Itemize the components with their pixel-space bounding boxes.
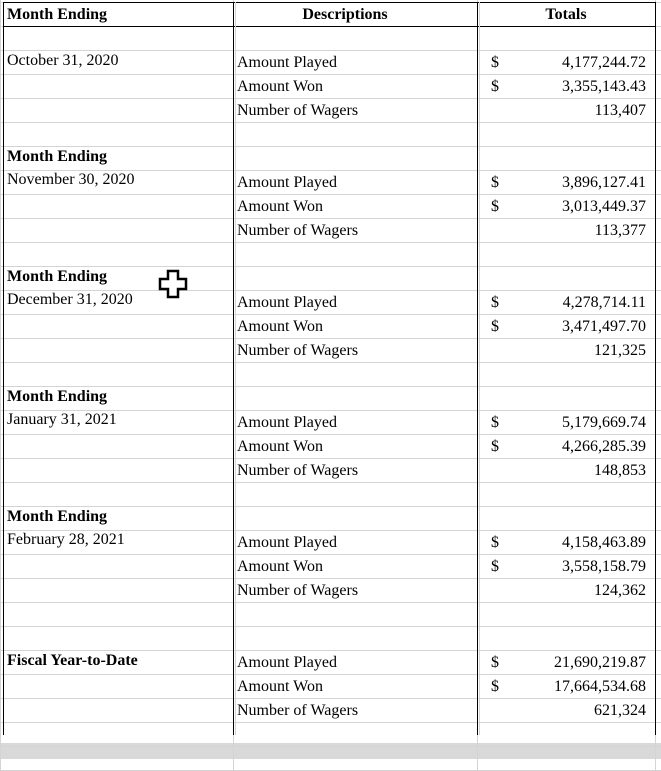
row-description: Number of Wagers (237, 702, 359, 719)
row-description: Amount Played (237, 654, 337, 671)
row-currency-symbol: $ (491, 54, 499, 71)
row-description: Amount Played (237, 174, 337, 191)
row-description: Amount Won (237, 198, 323, 215)
row-currency-symbol: $ (491, 654, 499, 671)
header-totals: Totals (545, 6, 587, 23)
row-total-value: 3,355,143.43 (562, 78, 646, 95)
row-total-value: 5,179,669.74 (562, 414, 646, 431)
row-description: Amount Won (237, 318, 323, 335)
section-date: February 28, 2021 (7, 531, 125, 548)
gridline-v (233, 2, 234, 735)
row-description: Amount Played (237, 534, 337, 551)
row-total-value: 17,664,534.68 (554, 678, 646, 695)
section-label: Fiscal Year-to-Date (7, 652, 138, 669)
section-label: Month Ending (7, 388, 108, 405)
row-total-value: 113,377 (594, 222, 646, 239)
row-currency-symbol: $ (491, 198, 499, 215)
section-date: November 30, 2020 (7, 171, 135, 188)
row-currency-symbol: $ (491, 558, 499, 575)
row-description: Amount Won (237, 438, 323, 455)
row-currency-symbol: $ (491, 414, 499, 431)
row-total-value: 3,471,497.70 (562, 318, 646, 335)
row-currency-symbol: $ (491, 318, 499, 335)
row-currency-symbol: $ (491, 78, 499, 95)
row-description: Amount Played (237, 54, 337, 71)
gridline-v (0, 0, 1, 771)
row-description: Amount Won (237, 558, 323, 575)
row-description: Amount Won (237, 78, 323, 95)
gridline-h (0, 746, 661, 747)
row-description: Number of Wagers (237, 342, 359, 359)
gridline-v (235, 2, 236, 735)
row-total-value: 21,690,219.87 (554, 654, 646, 671)
row-currency-symbol: $ (491, 294, 499, 311)
row-total-value: 4,158,463.89 (562, 534, 646, 551)
gridline-v (477, 2, 478, 735)
row-description: Amount Played (237, 294, 337, 311)
row-description: Number of Wagers (237, 222, 359, 239)
row-total-value: 3,013,449.37 (562, 198, 646, 215)
row-total-value: 3,558,158.79 (562, 558, 646, 575)
row-currency-symbol: $ (491, 678, 499, 695)
section-date: December 31, 2020 (7, 291, 133, 308)
gridline-v (479, 2, 480, 735)
gridline-v (655, 2, 656, 735)
row-total-value: 4,177,244.72 (562, 54, 646, 71)
gridline-h (0, 626, 661, 627)
section-label: Month Ending (7, 148, 108, 165)
row-currency-symbol: $ (491, 174, 499, 191)
row-total-value: 124,362 (594, 582, 646, 599)
section-label: Month Ending (7, 508, 108, 525)
header-descriptions: Descriptions (302, 6, 388, 23)
row-total-value: 148,853 (594, 462, 646, 479)
row-currency-symbol: $ (491, 438, 499, 455)
row-description: Number of Wagers (237, 582, 359, 599)
row-total-value: 4,278,714.11 (562, 294, 646, 311)
section-date: January 31, 2021 (7, 411, 117, 428)
row-total-value: 113,407 (594, 102, 646, 119)
header-month-ending: Month Ending (7, 6, 108, 23)
section-date: October 31, 2020 (7, 52, 119, 69)
row-total-value: 121,325 (594, 342, 646, 359)
row-total-value: 3,896,127.41 (562, 174, 646, 191)
cell-select-cross-cursor-icon (157, 268, 189, 300)
row-description: Amount Won (237, 678, 323, 695)
row-total-value: 4,266,285.39 (562, 438, 646, 455)
section-label: Month Ending (7, 268, 108, 285)
gridline-v (3, 2, 4, 735)
row-currency-symbol: $ (491, 534, 499, 551)
row-description: Number of Wagers (237, 462, 359, 479)
row-description: Number of Wagers (237, 102, 359, 119)
row-total-value: 621,324 (594, 702, 646, 719)
row-description: Amount Played (237, 414, 337, 431)
